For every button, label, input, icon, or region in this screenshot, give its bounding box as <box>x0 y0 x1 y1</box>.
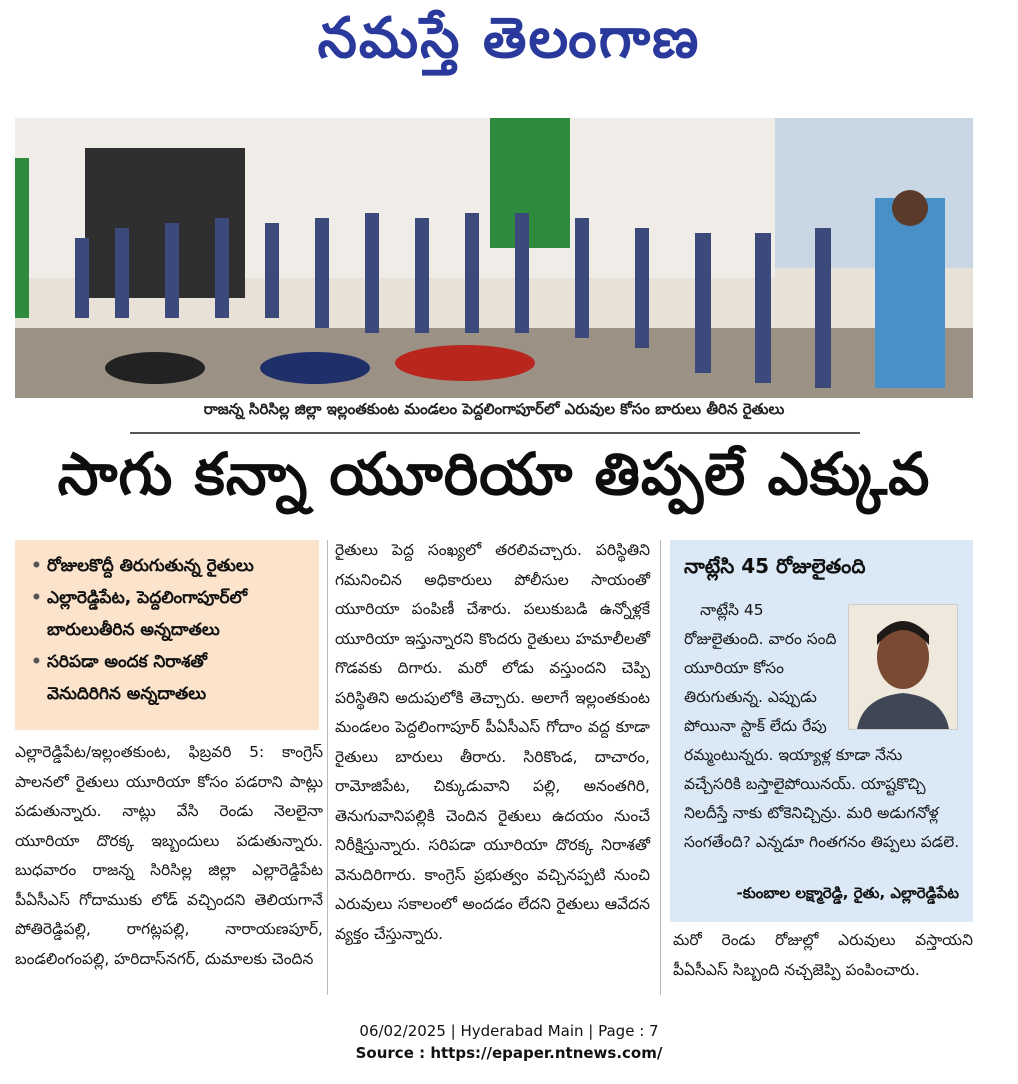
article-text: రైతులు పెద్ద సంఖ్యలో తరలివచ్చారు. పరిస్థితిని గమనించిన అధికారులు పోలీసుల సాయంతో యూరియా పంపిణీ చేశారు. పలుకుబడి ఉన్నోళ్లకే యూరియా ఇస్తున్నారని కొందరు రైతులు హమాలీలతో గొడవకు దిగారు. మరో లోడు వస్తుందని చెప్పి పరిస్థితిని అదుపులోకి తెచ్చారు. అలాగే ఇల్లంతకుంట మండలం పెద్దలింగాపూర్ పీఏసీఎస్ గోదాం వద్ద కూడా రైతులు బారులు తీరారు. సిరికొండ, దాచారం, రామోజిపేట, చిక్కుడువాని పల్లి, అనంతగిరి, తెనుగువానిపల్లికి చెందిన రైతులు ఉదయం నుంచే నిరీక్షిస్తున్నారు. సరిపడా యూరియా దొరక్క నిరాశతో వెనుదిరిగారు. కాంగ్రెస్ ప్రభుత్వం వచ్చినప్పటి నుంచి ఎరువులు సకాలంలో అందడం లేదని రైతులు ఆవేదన వ్యక్తం చేస్తున్నారు. <box>335 541 650 943</box>
highlight-item: • ఎల్లారెడ్డిపేట, పెద్దలింగాపూర్‌లో <box>31 582 309 614</box>
footer-date-edition: 06/02/2025 | Hyderabad Main | Page : 7 <box>359 1022 659 1040</box>
sidebar-attribution: -కుంబాల లక్ష్మారెడ్డి, రైతు, ఎల్లారెడ్డిపేట <box>736 884 959 902</box>
sidebar-title: నాట్లేసి 45 రోజులైతంది <box>684 554 866 578</box>
article-column-1 <box>15 738 323 974</box>
news-photo <box>15 118 973 398</box>
highlight-item: • సరిపడా అందక నిరాశతో <box>31 646 309 678</box>
bullet-dot-icon: • <box>31 652 42 672</box>
headline: సాగు కన్నా యూరియా తిప్పలే ఎక్కువ <box>57 440 931 508</box>
footer-source: Source : https://epaper.ntnews.com/ <box>355 1044 663 1062</box>
column-divider <box>660 540 661 995</box>
bullet-dot-icon: • <box>31 556 42 576</box>
bullet-dot-icon: • <box>31 588 42 608</box>
portrait-spacer <box>844 596 964 732</box>
article-text: మరో రెండు రోజుల్లో ఎరువులు వస్తాయని పీఏసీఎస్ సిబ్బంది నచ్చజెప్పి పంపించారు. <box>673 931 973 979</box>
article-column-3 <box>673 926 973 985</box>
sidebar-text: నాట్లేసి 45 రోజులైతుంది. వారం సంది యూరియా కోసం తిరుగుతున్న. ఎప్పుడు పోయినా స్టాక్ లేదు రేపు రమ్మంటున్నరు. ఇయ్యాళ్ల కూడా నేను వచ్చేసరికి బస్తాలైపోయినయ్. యాష్టకొచ్చి నిలదీస్తే నాకు టోకెనిచ్చిన్రు. మరి అడుగనోళ్ల సంగతేంది? ఎన్నడూ గింతగనం తిప్పలు పడలె. <box>684 596 964 857</box>
highlight-item: • రోజులకొద్దీ తిరుగుతున్న రైతులు <box>31 550 309 582</box>
column-divider <box>327 540 328 995</box>
article-text: ఎల్లారెడ్డిపేట/ఇల్లంతకుంట, ఫిబ్రవరి 5: కాంగ్రెస్ పాలనలో రైతులు యూరియా కోసం పడరాని పాట్లు పడుతున్నారు. నాట్లు వేసి రెండు నెలలైనా యూరియా దొరక్క ఇబ్బందులు పడుతున్నారు. బుధవారం రాజన్న సిరిసిల్ల జిల్లా ఎల్లారెడ్డిపేట పీఏసీఎస్ గోదాముకు లోడ్ వచ్చిందని తెలియగానే పోతిరెడ్డిపల్లి, రాగట్లపల్లి, నారాయణపూర్, బండలింగంపల్లి, హరిదాస్‌నగర్, దుమాలకు చెందిన <box>15 743 323 968</box>
sidebar-quote-box <box>670 540 973 922</box>
queue-photo-illustration <box>15 118 973 398</box>
masthead-logo: నమస్తే తెలంగాణ <box>317 6 701 71</box>
highlights-box <box>15 540 319 730</box>
photo-caption: రాజన్న సిరిసిల్ల జిల్లా ఇల్లంతకుంట మండలం పెద్దలింగాపూర్‌లో ఎరువుల కోసం బారులు తీరిన రైతులు <box>203 400 785 418</box>
caption-divider <box>130 432 860 434</box>
highlight-item: వెనుదిరిగిన అన్నదాతలు <box>47 684 207 704</box>
highlight-item: బారులుతీరిన అన్నదాతలు <box>47 620 220 640</box>
article-column-2 <box>335 536 650 949</box>
